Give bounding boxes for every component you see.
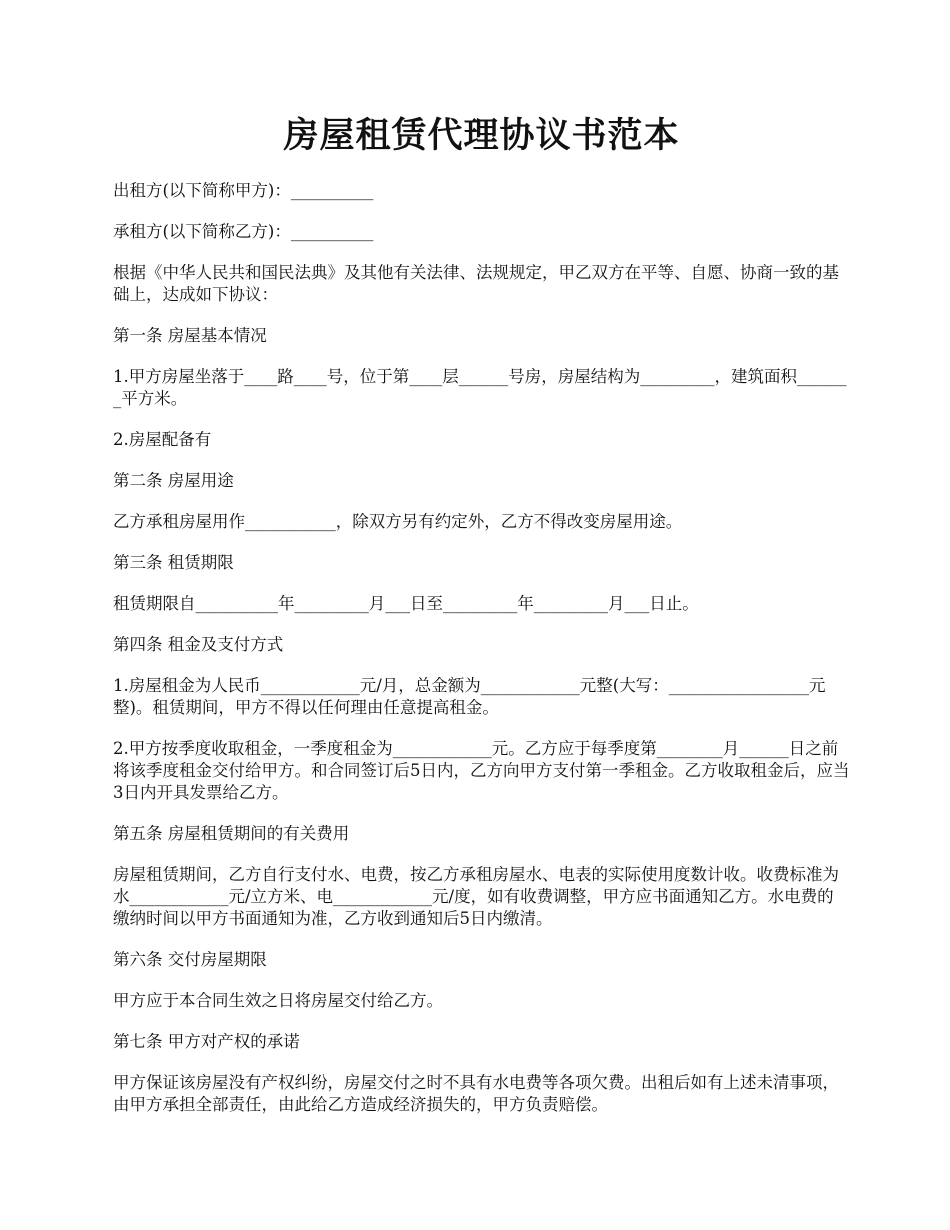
article-7-heading: 第七条 甲方对产权的承诺: [113, 1032, 300, 1051]
article-4-heading: 第四条 租金及支付方式: [113, 635, 284, 654]
lessor-line: 出租方(以下简称甲方)：__________: [113, 181, 374, 200]
article-1-heading: 第一条 房屋基本情况: [113, 326, 267, 345]
article-6-heading: 第六条 交付房屋期限: [113, 950, 267, 969]
article-4-item-2: 2.甲方按季度收取租金，一季度租金为____________元。乙方应于每季度第________月______日之前将该季度租金交付给甲方。和合同签订后5日内，乙方向甲方支付第一季租金。乙方收取租金后，应当3日内开具发票给乙方。: [113, 739, 850, 802]
document-title: 房屋租赁代理协议书范本: [283, 115, 680, 156]
preamble-paragraph: 根据《中华人民共和国民法典》及其他有关法律、法规规定，甲乙双方在平等、自愿、协商一致的基础上，达成如下协议：: [113, 263, 839, 304]
article-3-heading: 第三条 租赁期限: [113, 553, 234, 572]
article-5-body: 房屋租赁期间，乙方自行支付水、电费，按乙方承租房屋水、电表的实际使用度数计收。收费标准为水____________元/立方米、电____________元/度，如有收费调整，甲方应书面通知乙方。水电费的缴纳时间以甲方书面通知为准，乙方收到通知后5日内缴清。: [113, 865, 839, 928]
article-1-item-1: 1.甲方房屋坐落于____路____号，位于第____层______号房，房屋结构为_________，建筑面积_______平方米。: [113, 367, 847, 408]
article-1-item-2: 2.房屋配备有: [113, 430, 212, 449]
article-3-body: 租赁期限自__________年_________月___日至_________年_________月___日止。: [113, 594, 699, 613]
article-5-heading: 第五条 房屋租赁期间的有关费用: [113, 824, 350, 843]
article-7-body: 甲方保证该房屋没有产权纠纷，房屋交付之时不具有水电费等各项欠费。出租后如有上述未清事项，由甲方承担全部责任，由此给乙方造成经济损失的，甲方负责赔偿。: [113, 1073, 839, 1114]
article-6-body: 甲方应于本合同生效之日将房屋交付给乙方。: [113, 991, 443, 1010]
article-2-body: 乙方承租房屋用作___________，除双方另有约定外，乙方不得改变房屋用途。: [113, 512, 683, 531]
article-4-item-1: 1.房屋租金为人民币____________元/月，总金额为____________元整(大写：_________________元整)。租赁期间，甲方不得以任何理由任意提高租金。: [113, 676, 826, 717]
lessee-line: 承租方(以下简称乙方)：__________: [113, 222, 374, 241]
article-2-heading: 第二条 房屋用途: [113, 471, 234, 490]
